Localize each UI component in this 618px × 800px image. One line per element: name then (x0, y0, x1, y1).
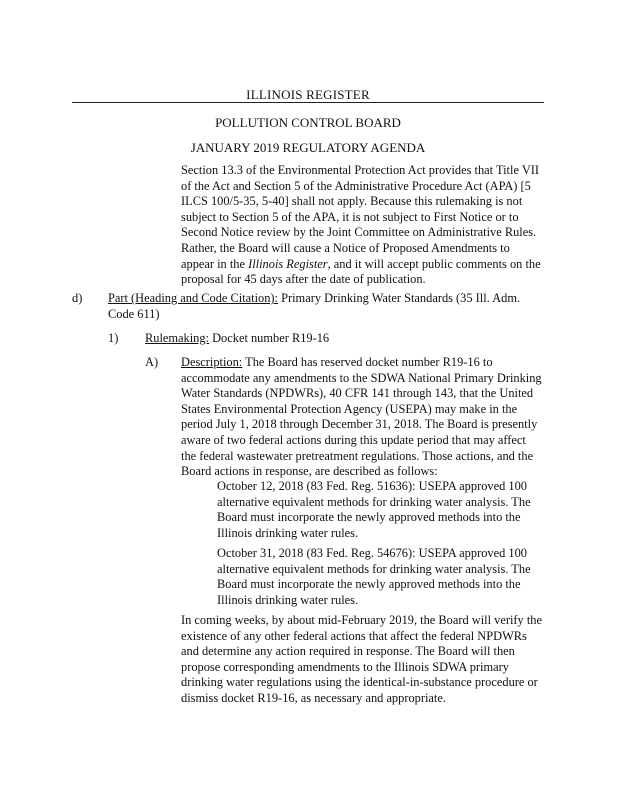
item-1-heading (145, 331, 544, 347)
header-rule (72, 102, 544, 103)
agenda-title: JANUARY 2019 REGULATORY AGENDA (190, 140, 426, 155)
closing-paragraph: In coming weeks, by about mid-February 2019, the Board will verify the existence of any other federal actions that affect the federal NPDWRs and determine any action required in response. The Board will then propose corresponding amendments to the Illinois SDWA primary drinking water regulations using the identical-in-substance procedure or dismiss docket R19-16, as necessary and appropriate. (181, 613, 542, 705)
board-title: POLLUTION CONTROL BOARD (215, 115, 401, 130)
item-d-heading-text: Primary Drinking Water Standards (35 Ill. Adm. Code 611) (108, 291, 521, 321)
item-d-heading (108, 291, 544, 322)
item-d-label: d) (72, 291, 83, 305)
register-header: ILLINOIS REGISTER (246, 87, 370, 102)
item-a-label: A) (145, 355, 159, 369)
intro-text-2: , and it will accept public comments on the proposal for 45 days after the date of publication. (181, 256, 541, 287)
intro-italic: Illinois Register (248, 256, 328, 271)
federal-action-1: October 12, 2018 (83 Fed. Reg. 51636): USEPA approved 100 alternative equivalent methods for drinking water analysis. The Board must incorporate the newly approved methods into the Illinois drinking water rules. (217, 479, 531, 540)
item-1-heading-text: Docket number R19-16 (209, 331, 330, 345)
intro-text-1: Section 13.3 of the Environmental Protection Act provides that Title VII of the Act and Section 5 of the Administrative Procedure Act (APA) [5 ILCS 100/5-35, 5-40] shall not apply. Because this rulemaking is not subject to Section 5 of the APA, it is not subject to First Notice or to Second Notice review by the Joint Committee on Administrative Rules. Rather, the Board will cause a Notice of Proposed Amendments to appear in the (181, 163, 540, 271)
item-a-heading-text: The Board has reserved docket number R19-16 to accommodate any amendments to the SDWA National Primary Drinking Water Standards (NPDWRs), 40 CFR 141 through 143, that the United States Environmental Protection Agency (USEPA) may make in the period July 1, 2018 through December 31, 2018. The Board is presently aware of two federal actions during this update period that may affect the federal wastewater pretreatment regulations. Those actions, and the Board actions in response, are described as follows: (181, 355, 542, 479)
item-1-heading-label: Rulemaking: (145, 331, 210, 345)
intro-paragraph (181, 163, 544, 288)
federal-action-2: October 31, 2018 (83 Fed. Reg. 54676): USEPA approved 100 alternative equivalent methods for drinking water analysis. The Board must incorporate the newly approved methods into the Illinois drinking water rules. (217, 546, 531, 607)
item-d-heading-label: Part (Heading and Code Citation): (108, 291, 278, 305)
item-1-label: 1) (108, 331, 119, 345)
item-a-heading-label: Description: (181, 355, 243, 369)
item-a-description (181, 355, 544, 480)
